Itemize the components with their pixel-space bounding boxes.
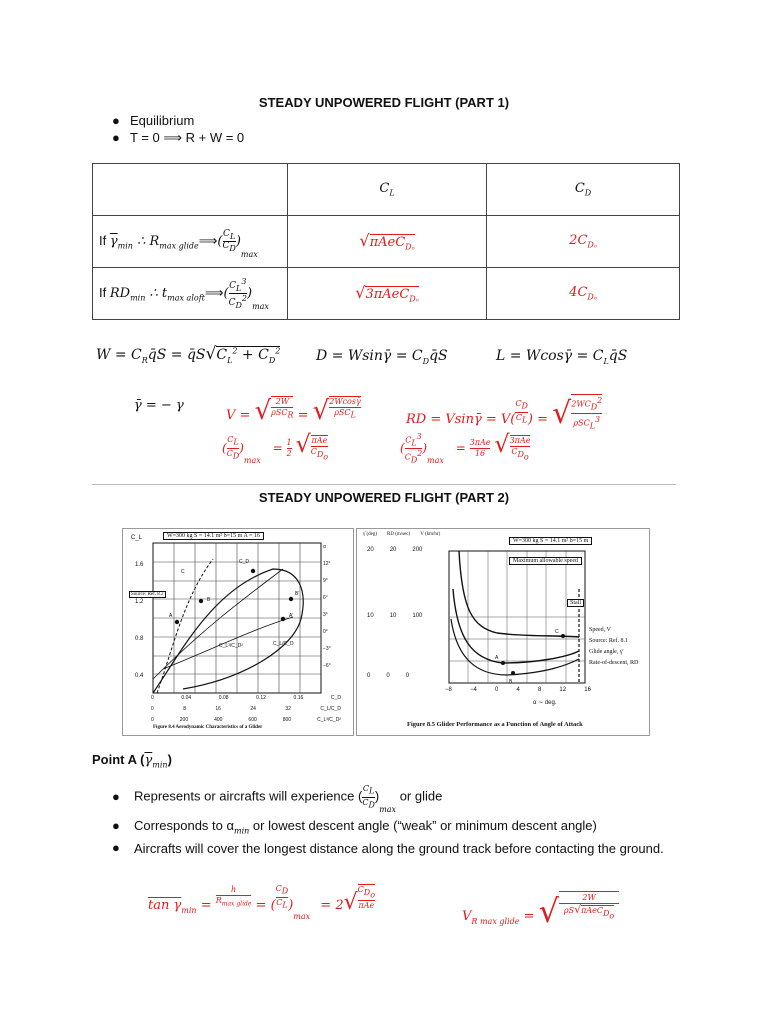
figure-8-4-source: Source: Ref. 8.2 [131,592,164,597]
figure-8-4-header: W=300 kg S = 14.1 m² b=15 m A = 16 [163,532,264,540]
bullet-text: Equilibrium [130,113,195,128]
endurance-ratio-max: ( $\frac{C_L^3}{C_D^2}$ )$_{max}$ = 3πAe 16 √ 3πAe $C_{D_o}$ [400,430,531,466]
figure-8-5-col-heads: γ̄ (deg) RD (m/sec) V (km/hr) [363,532,441,537]
table-header-blank [93,164,288,216]
point-label-b: B [509,679,513,685]
page-title-part2: STEADY UNPOWERED FLIGHT (PART 2) [258,490,510,505]
figure-8-5-caption: Figure 8.5 Glider Performance as a Function of Angle of Attack [407,721,583,728]
table-row-label-gamma: If $\overline{\gamma}_{min}$ ∴ $R_{max glide}⟹$( $\frac{C_L}{C_D}$ )$_{max}$ [93,216,288,268]
figure-8-5-x-label: α ∼ deg. [533,700,557,706]
curve-label-a: A [169,613,173,619]
figure-8-4-x2-ticks: 0 8 16 24 32 C_L/C_D [151,706,341,712]
drag-equation: D = Wsinγ̄ = $C_Dq̄S$ [316,348,448,366]
figure-8-4-plot [123,529,353,735]
table-cell-cd-gamma: $2C_{Do}$ [487,216,680,268]
lift-drag-ratio-max: ( $\frac{C_L}{C_D}$ )$_{max}$ = $\frac{1}{2}$ √ πAe $C_{D_o}$ [222,430,329,466]
tan-gamma-min-equation: $\tan \gamma_{min}$ = h $R_{max glide}$ = ( $\frac{C_D}{C_L}$ )$_{max} = 2√$ $C_{D_o}$ πAe [148,884,376,921]
curve-label-c: C [181,569,185,575]
figure-8-4-x1-ticks: 0 0.04 0.08 0.12 0.16 C_D [151,695,341,701]
bullet-text: T = 0 ⟹ R + W = 0 [130,130,245,145]
figure-8-4-caption: Figure 8.4 Aerodynamic Characteristics of a Glider [153,725,263,730]
figure-8-5-x-ticks: −8 −4 0 4 8 12 16 [445,687,591,693]
stall-label: Stall [567,599,584,607]
figure-8-4-ylabel: C_L [131,535,143,541]
figure-8-5-col-mid: 10 10 100 [367,613,423,619]
figure-8-5-col-top: 20 20 200 [367,547,423,553]
figure-8-5-header: W=300 kg S = 14.1 m² b=15 m [509,537,592,545]
figure-8-4-yticks: 1.6 1.2 0.8 0.4 [135,562,144,679]
lift-equation: L = Wcosγ̄ = $C_Lq̄S$ [496,348,628,366]
bullet-thrust: ● T = 0 ⟹ R + W = 0 [112,130,245,145]
point-a-bullet-1: ● Represents or aircrafts will experience ( $\frac{C_L}{C_D}$ )$_{max}$ or glide [112,784,443,815]
point-a-bullet-2: ● Corresponds to $\alpha_{min}$ or lowest descent angle (“weak” or minimum descent angle) [112,818,597,836]
section-divider [92,484,676,485]
figure-8-4-x3-ticks: 0 200 400 600 800 C_L³/C_D² [151,717,341,723]
table-cell-cl-rd: √3πAeC$_{Do}$ [288,268,487,320]
max-speed-label: Maximum allowable speed [509,557,582,565]
table-cell-cd-rd: $4C_{Do}$ [487,268,680,320]
table-header-cd: $C_D$ [487,164,680,216]
curve-label-a-prime: A' [289,613,294,619]
weight-equation: $W = C_Rq̄S$ = $q̄S√C_L^2 + C_D^2$ [96,344,281,365]
figure-8-5-legend: Speed, V Source: Ref. 8.1 Glide angle, γ̄ Rate-of-descent, RD [589,627,639,666]
bullet-equilibrium: ● Equilibrium [112,113,195,128]
table-row [93,268,680,320]
rate-of-descent-equation: RD = Vsinγ̄ = V( $\frac{C_D}{C_L}$ ) = √ $2WC_D^2$ ρSC$_L^3$ [406,396,603,431]
figure-8-5 [356,528,650,736]
curve-label-cl3-cd2: C_L³/C_D² [219,643,243,649]
point-label-c: C [555,629,559,635]
table-row [93,216,680,268]
point-label-a: A [495,655,499,661]
figure-8-4-alpha-ticks: α 12° 9° 6° 3° 0° −3° −6° [323,544,331,669]
figure-8-4 [122,528,354,736]
velocity-equation: V = √ 2W ρSC$_R$ = √ 2Wcosγ̄ ρSC$_L$ [226,396,361,426]
page-title-part1: STEADY UNPOWERED FLIGHT (PART 1) [258,95,510,110]
curve-label-b: B [207,597,211,603]
curve-label-cl-cd: C_L/C_D [273,641,294,647]
curve-label-cd: C_D [239,559,250,565]
table-header-cl: $C_L$ [288,164,487,216]
table-header-row [93,164,680,216]
table-row-label-rd: If $RD_{min}$ ∴ $t_{max aloft}⟹$( $\frac{C_L^3}{C_D^2}$ )$_{max}$ [93,268,288,320]
figure-8-5-col-bot: 0 0 0 [367,673,410,679]
curve-label-b-prime: B' [295,591,300,597]
table-cell-cl-gamma: √πAeC$_{Do}$ [288,216,487,268]
gamma-bar-equation: γ̄ = − γ [134,398,184,413]
glide-summary-table [92,163,680,320]
velocity-max-glide-equation: $V_{R max glide}$ = √ 2W ρS√πAeC$_{D_o}$ [462,880,619,922]
point-a-bullet-3: ● Aircrafts will cover the longest distance along the ground track before contacting the ground. [112,840,664,856]
point-a-heading: Point A $(\overline{\gamma}_{min})$ [92,752,172,770]
